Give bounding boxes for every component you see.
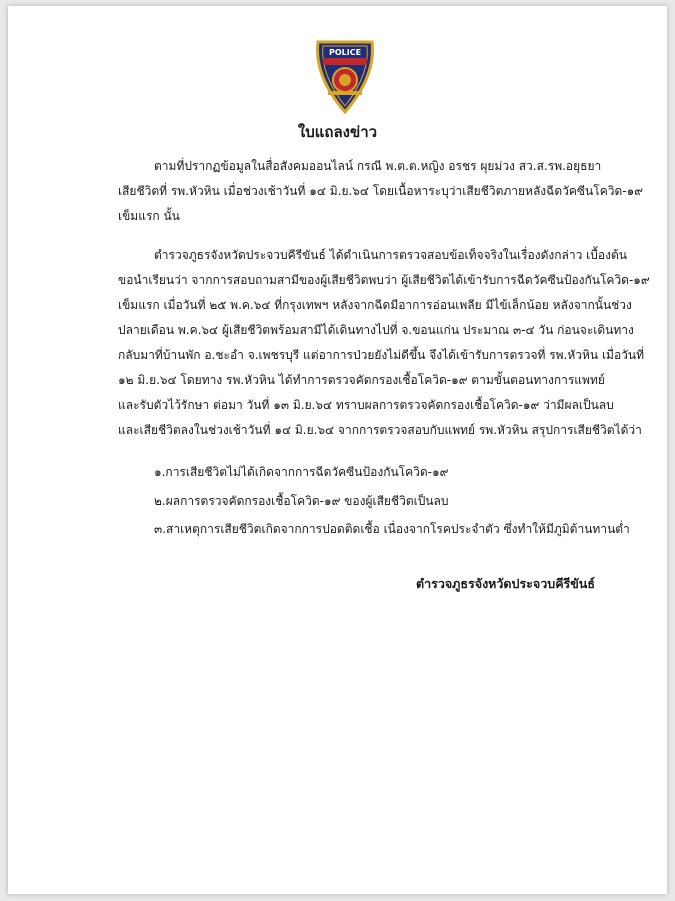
intro-paragraph xyxy=(118,154,643,229)
document-title: ใบแถลงข่าว xyxy=(297,123,378,141)
text-line: ๑๒ มิ.ย.๖๔ โดยทาง รพ.หัวหิน ได้ทำการตรวจคัดกรองเชื้อโควิด-๑๙ ตามขั้นตอนทางการแพทย์ xyxy=(118,373,605,387)
signature-line: ตำรวจภูธรจังหวัดประจวบคีรีขันธ์ xyxy=(415,576,595,591)
logo-text: POLICE xyxy=(328,48,362,57)
text-line: เสียชีวิตที่ รพ.หัวหิน เมื่อช่วงเช้าวันที่ ๑๔ มิ.ย.๖๔ โดยเนื้อหาระบุว่าเสียชีวิตภายหลังฉีดวัคซีนโควิด-๑๙ xyxy=(118,184,643,198)
police-badge-icon xyxy=(310,36,380,116)
text-line: เข็มแรก นั้น xyxy=(118,209,180,223)
text-line: ตำรวจภูธรจังหวัดประจวบคีรีขันธ์ ได้ดำเนินการตรวจสอบข้อเท็จจริงในเรื่องดังกล่าว เบื้องต้น xyxy=(154,248,627,262)
text-line: ขอนำเรียนว่า จากการสอบถามสามีของผู้เสียชีวิตพบว่า ผู้เสียชีวิตได้เข้ารับการฉีดวัคซีนป้องกันโควิด-๑๙ xyxy=(118,273,650,287)
text-line: และรับตัวไว้รักษา ต่อมา วันที่ ๑๓ มิ.ย.๖๔ ทราบผลการตรวจคัดกรองเชื้อโควิด-๑๙ ว่ามีผลเป็นลบ xyxy=(118,398,614,412)
text-line: เข็มแรก เมื่อวันที่ ๒๕ พ.ค.๖๔ ที่กรุงเทพฯ หลังจากฉีดมีอาการอ่อนเพลีย มีไข้เล็กน้อย หลังจากนั้นช่วง xyxy=(118,298,632,312)
conclusion-item-2: ๒.ผลการตรวจคัดกรองเชื้อโควิด-๑๙ ของผู้เสียชีวิตเป็นลบ xyxy=(154,494,449,508)
text-line: ตามที่ปรากฏข้อมูลในสื่อสังคมออนไลน์ กรณี พ.ต.ต.หญิง อรชร ผุยม่วง สว.ส.รพ.อยุธยา xyxy=(154,159,602,173)
findings-paragraph xyxy=(118,243,650,443)
conclusion-item-3: ๓.สาเหตุการเสียชีวิตเกิดจากการปอดติดเชื้อ เนื่องจากโรคประจำตัว ซึ่งทำให้มีภูมิต้านทานต่ำ xyxy=(154,522,630,536)
text-line: ปลายเดือน พ.ค.๖๔ ผู้เสียชีวิตพร้อมสามีได้เดินทางไปที่ จ.ขอนแก่น ประมาณ ๓-๔ วัน ก่อนจะเดินทาง xyxy=(118,323,634,337)
document-page xyxy=(8,6,667,894)
text-line: และเสียชีวิตลงในช่วงเช้าวันที่ ๑๔ มิ.ย.๖๔ จากการตรวจสอบกับแพทย์ รพ.หัวหิน สรุปการเสียชีวิตได้ว่า xyxy=(118,423,642,437)
conclusion-item-1: ๑.การเสียชีวิตไม่ได้เกิดจากการฉีดวัคซีนป้องกันโควิด-๑๙ xyxy=(154,465,449,479)
text-line: กลับมาที่บ้านพัก อ.ชะอำ จ.เพชรบุรี แต่อาการป่วยยังไม่ดีขึ้น จึงได้เข้ารับการตรวจที่ รพ.หัวหิน เมื่อวันที่ xyxy=(118,348,645,362)
